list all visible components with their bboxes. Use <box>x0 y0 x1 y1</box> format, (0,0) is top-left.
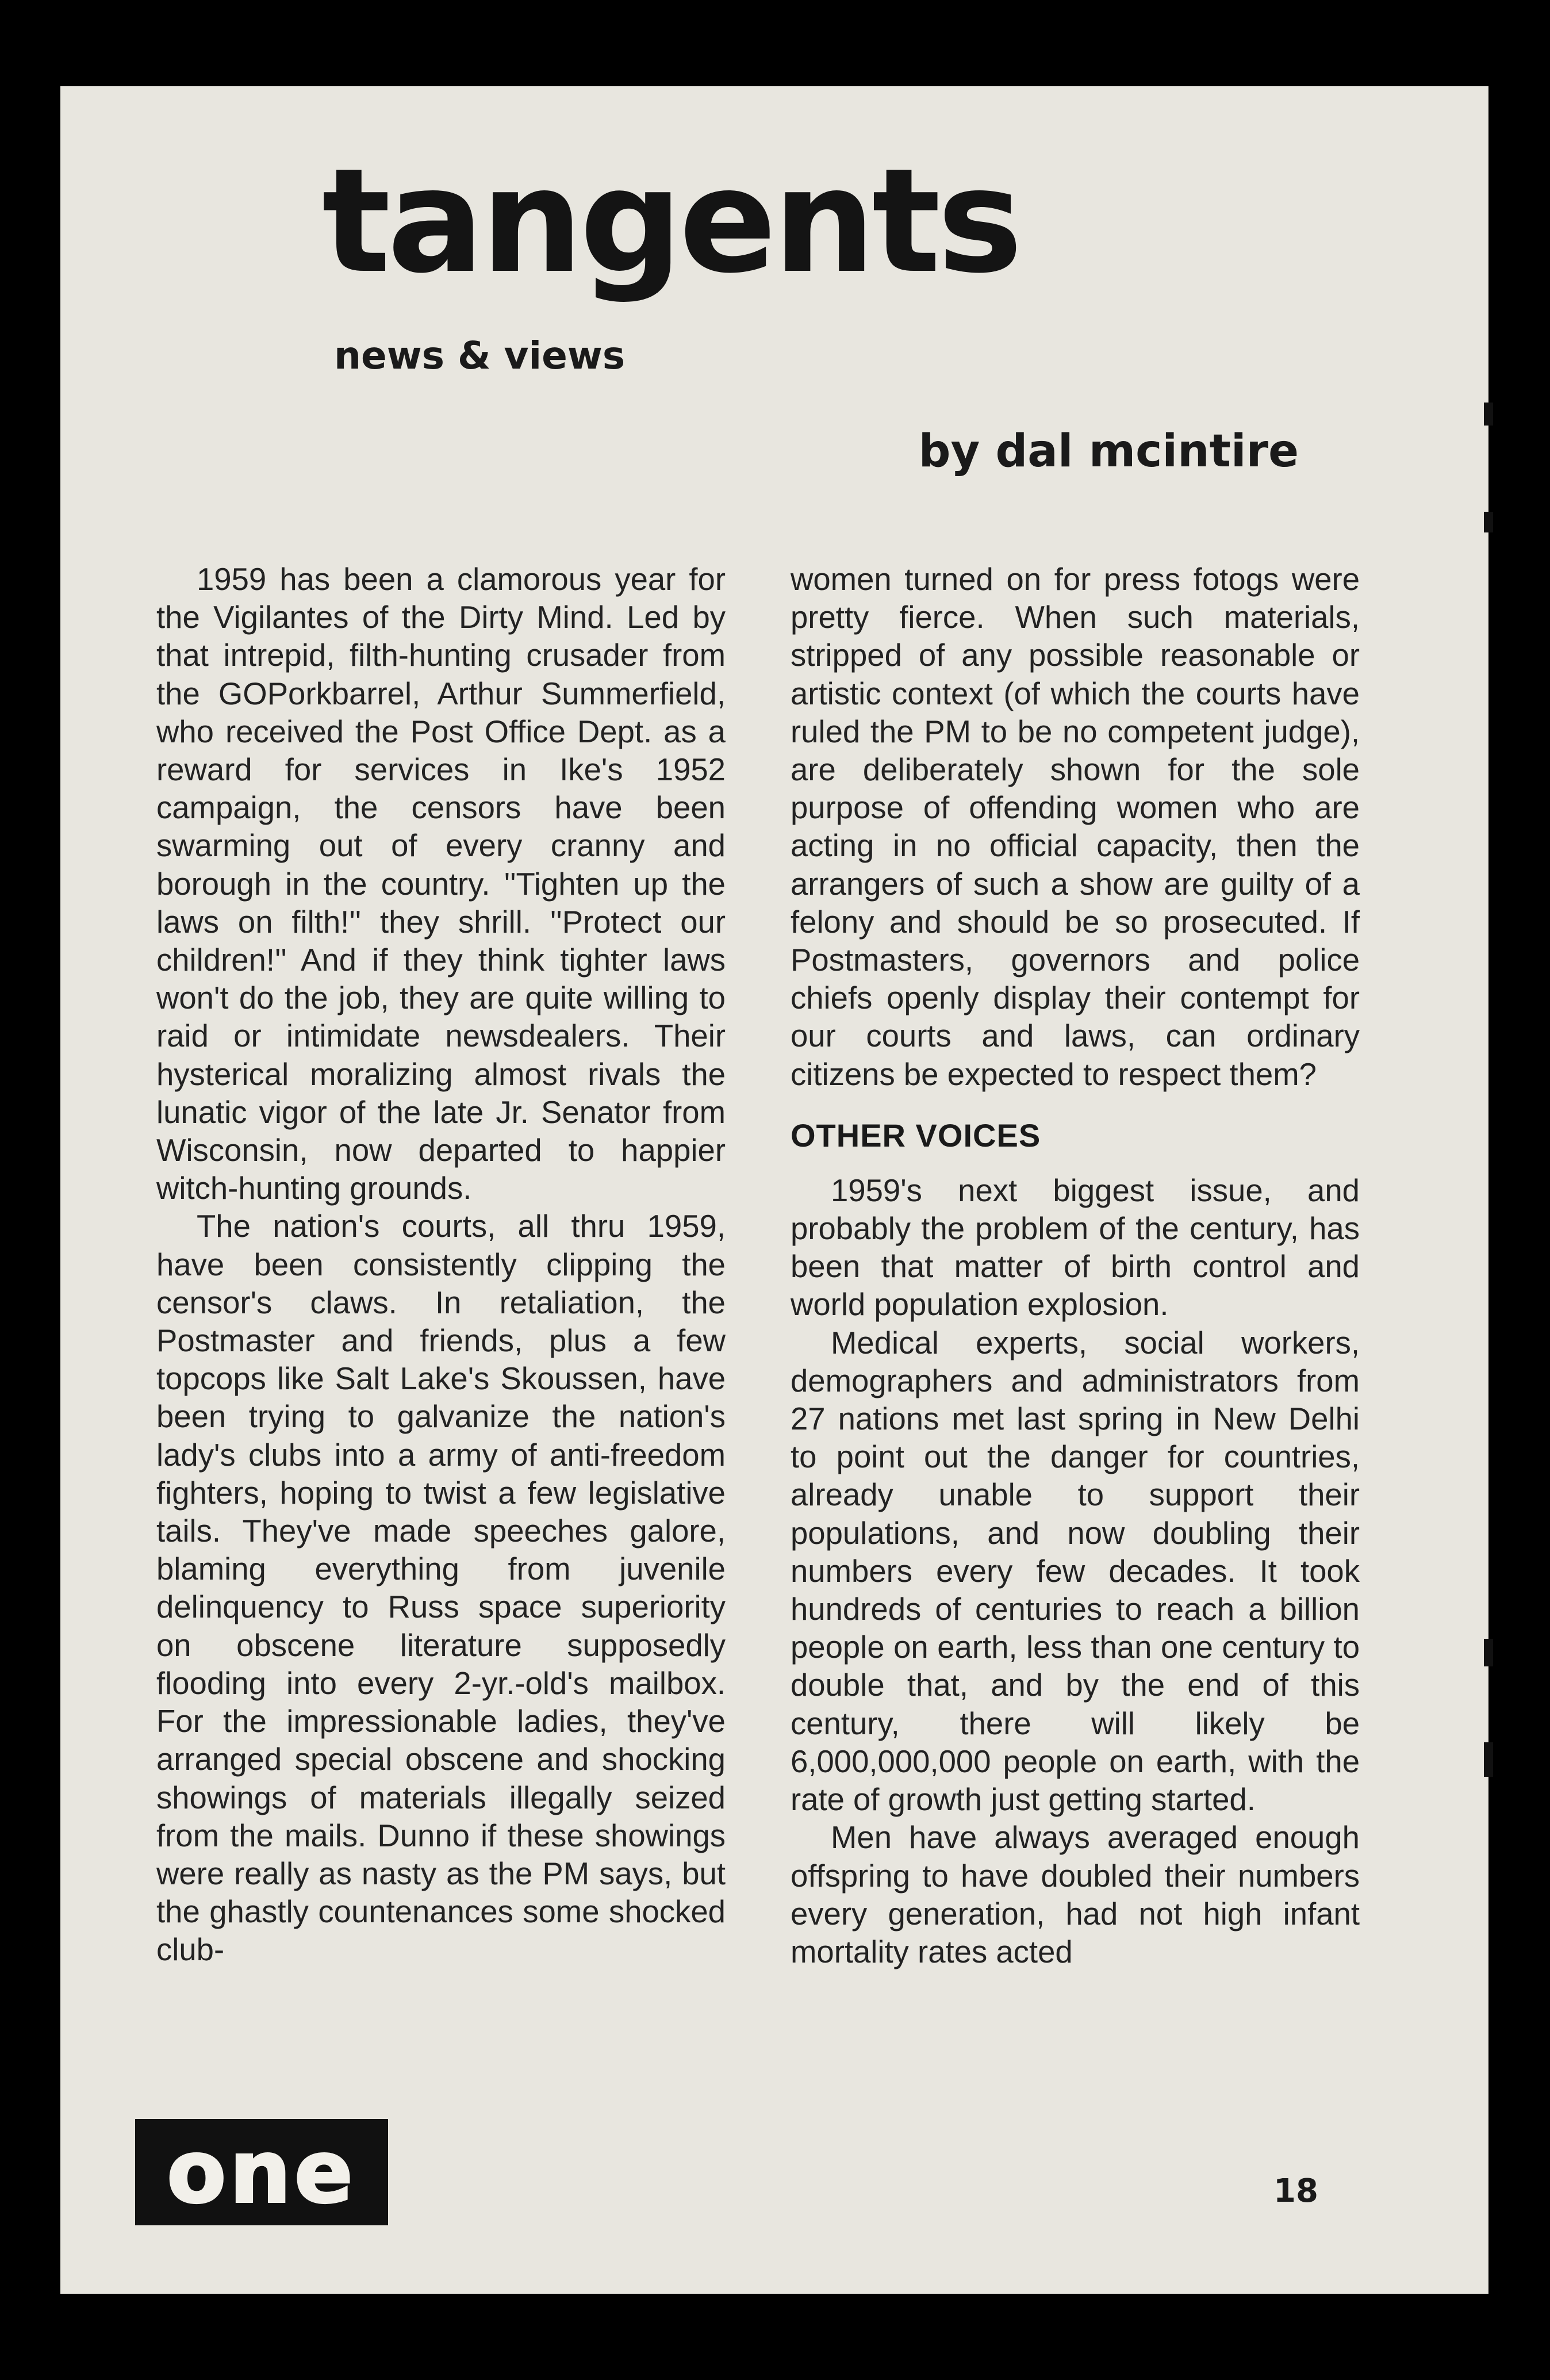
binding-mark <box>1484 1742 1493 1777</box>
magazine-logo <box>135 2119 388 2225</box>
article-paragraph: Medical experts, social workers, demographers and administrators from 27 nations met last spring in New Delhi to point out the danger for countries, already unable to support their populations, and now doubling their numbers every few decades. It took hundreds of centuries to reach a billion people on earth, less than one century to double that, and by the end of this century, there will likely be 6,000,000,000 people on earth, with the rate of growth just getting started. <box>791 1325 1360 1818</box>
page-number: 18 <box>1273 2172 1318 2210</box>
article-paragraph-continuation: women turned on for press fotogs were pretty fierce. When such materials, stripped of any possible reasonable or artistic context (of which the courts have ruled the PM to be no competent judge), are deliberately shown for the sole purpose of offending women who are acting in no official capacity, then the arrangers of such a show are guilty of a felony and should be so prosecuted. If Postmasters, governors and police chiefs openly display their contempt for our courts and laws, can ordinary citizens be expected to respect them? <box>791 562 1360 1092</box>
article-column-left <box>156 561 726 2182</box>
article-column-right <box>791 561 1360 2182</box>
article-paragraph: 1959's next biggest issue, and probably the problem of the century, has been that matter of birth control and world population explosion. <box>791 1172 1360 1323</box>
column-title: tangents <box>322 137 1019 305</box>
author-byline: by dal mcintire <box>918 426 1299 477</box>
logo-text: one <box>167 2122 356 2222</box>
magazine-page <box>60 86 1488 2294</box>
article-paragraph: 1959 has been a clamorous year for the Vigilantes of the Dirty Mind. Led by that intrepid, filth-hunting crusader from the GOPorkbarrel, Arthur Summerfield, who received the Post Office Dept. as a reward for services in Ike's 1952 campaign, the censors have been swarming out of every cranny and borough in the country. ''Tighten up the laws on filth!'' they shrill. ''Protect our children!'' And if they think tighter laws won't do the job, they are quite willing to raid or intimidate newsdealers. Their hysterical moralizing almost rivals the lunatic vigor of the late Jr. Senator from Wisconsin, now departed to happier witch-hunting grounds. <box>156 562 726 1206</box>
binding-mark <box>1484 512 1493 532</box>
column-subtitle: news & views <box>334 334 626 378</box>
binding-mark <box>1484 1639 1493 1666</box>
binding-mark <box>1484 403 1493 426</box>
article-paragraph: The nation's courts, all thru 1959, have been consistently clipping the censor's claws. In retaliation, the Postmaster and friends, plus a few topcops like Salt Lake's Skoussen, have been trying to galvanize the nation's lady's clubs into a army of anti-freedom fighters, hoping to twist a few legislative tails. They've made speeches galore, blaming everything from juvenile delinquency to Russ space superiority on obscene literature supposedly flooding into every 2-yr.-old's mailbox. For the impressionable ladies, they've arranged special obscene and shocking showings of materials illegally seized from the mails. Dunno if these showings were really as nasty as the PM says, but the ghastly countenances some shocked club- <box>156 1209 726 1968</box>
section-heading: OTHER VOICES <box>791 1117 1041 1153</box>
article-paragraph: Men have always averaged enough offspring to have doubled their numbers every generation, had not high infant mortality rates acted <box>791 1820 1360 1969</box>
